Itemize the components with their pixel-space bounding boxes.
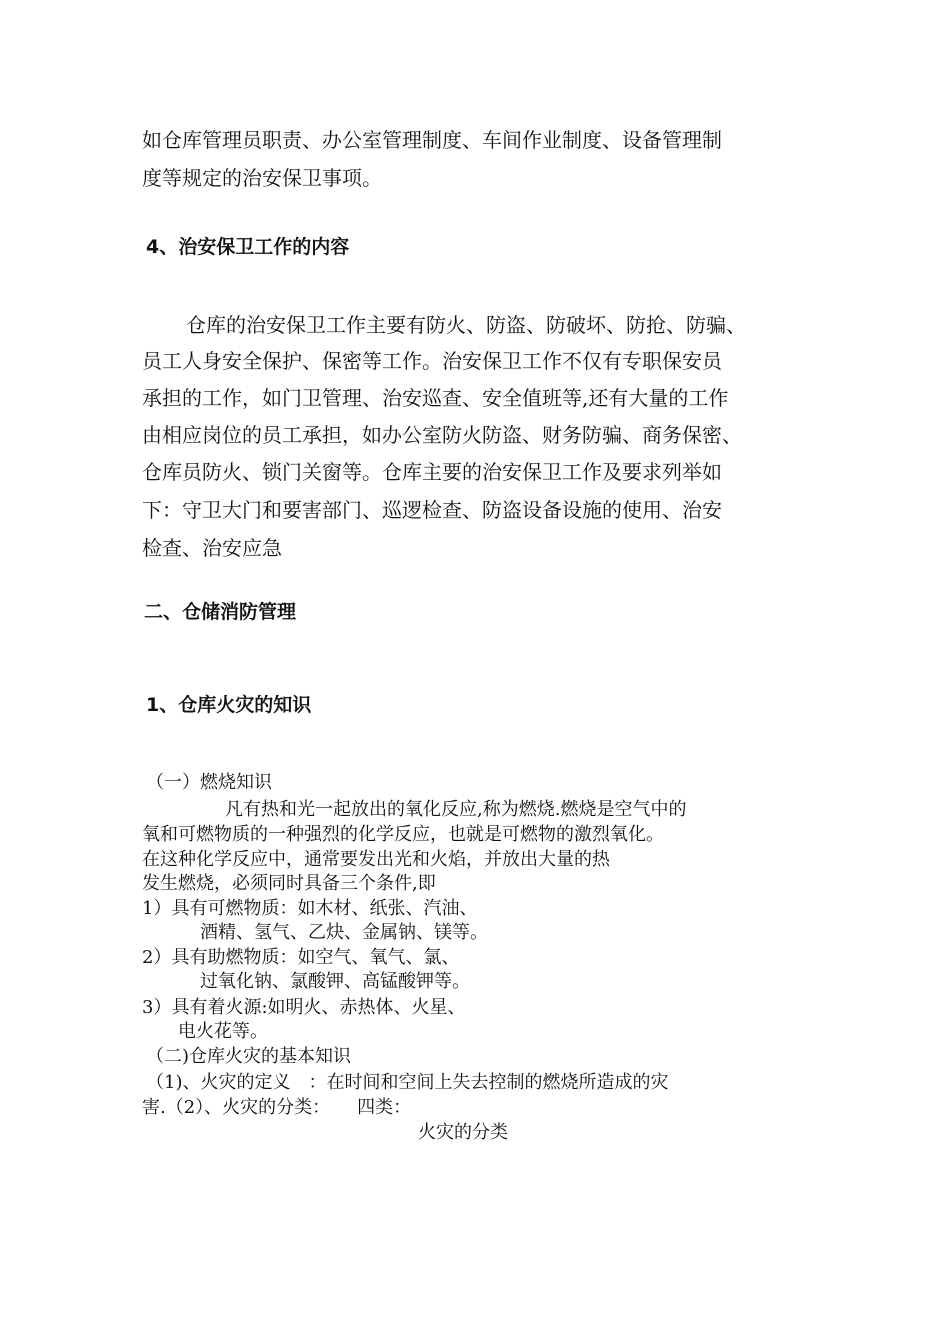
condition-1-cont: 酒精、氢气、乙炔、金属钠、镁等。 — [200, 922, 488, 943]
fire-basics-heading: （二)仓库火灾的基本知识 — [146, 1046, 352, 1067]
paragraph-line: 由相应岗位的员工承担，如办公室防火防盗、财务防骗、商务保密、 — [142, 423, 742, 447]
condition-2: 2）具有助燃物质：如空气、氧气、氯、 — [142, 947, 460, 968]
fire-classification-caption: 火灾的分类 — [418, 1122, 508, 1143]
fire-classification: 害.（2）、火灾的分类： 四类： — [142, 1097, 412, 1118]
paragraph-line: 员工人身安全保护、保密等工作。治安保卫工作不仅有专职保安员 — [142, 349, 722, 373]
section-heading-4: 4、治安保卫工作的内容 — [146, 236, 350, 258]
combustion-line: 凡有热和光一起放出的氧化反应,称为燃烧.燃烧是空气中的 — [225, 799, 687, 820]
condition-2-cont: 过氧化钠、氯酸钾、高锰酸钾等。 — [200, 971, 470, 992]
paragraph-line: 仓库员防火、锁门关窗等。仓库主要的治安保卫工作及要求列举如 — [142, 460, 722, 484]
combustion-heading: （一）燃烧知识 — [146, 772, 272, 793]
section-heading-2: 二、仓储消防管理 — [144, 601, 297, 623]
section-heading-1: 1、仓库火灾的知识 — [146, 694, 312, 716]
paragraph-line: 检查、治安应急 — [142, 536, 282, 560]
paragraph-line: 承担的工作，如门卫管理、治安巡查、安全值班等,还有大量的工作 — [142, 386, 729, 410]
combustion-line: 氧和可燃物质的一种强烈的化学反应，也就是可燃物的激烈氧化。 — [142, 824, 664, 845]
paragraph-line: 仓库的治安保卫工作主要有防火、防盗、防破坏、防抢、防骗、 — [186, 313, 746, 337]
condition-3: 3）具有着火源:如明火、赤热体、火星、 — [142, 997, 466, 1018]
fire-definition: （1)、火灾的定义 ：在时间和空间上失去控制的燃烧所造成的灾 — [146, 1072, 669, 1093]
intro-line-1: 如仓库管理员职责、办公室管理制度、车间作业制度、设备管理制 — [142, 128, 722, 152]
combustion-line: 在这种化学反应中，通常要发出光和火焰，并放出大量的热 — [142, 849, 610, 870]
intro-line-2: 度等规定的治安保卫事项。 — [142, 166, 382, 190]
condition-3-cont: 电火花等。 — [178, 1021, 268, 1042]
paragraph-line: 下：守卫大门和要害部门、巡逻检查、防盗设备设施的使用、治安 — [142, 498, 722, 522]
combustion-line: 发生燃烧，必须同时具备三个条件,即 — [142, 873, 436, 894]
condition-1: 1）具有可燃物质：如木材、纸张、汽油、 — [142, 898, 478, 919]
